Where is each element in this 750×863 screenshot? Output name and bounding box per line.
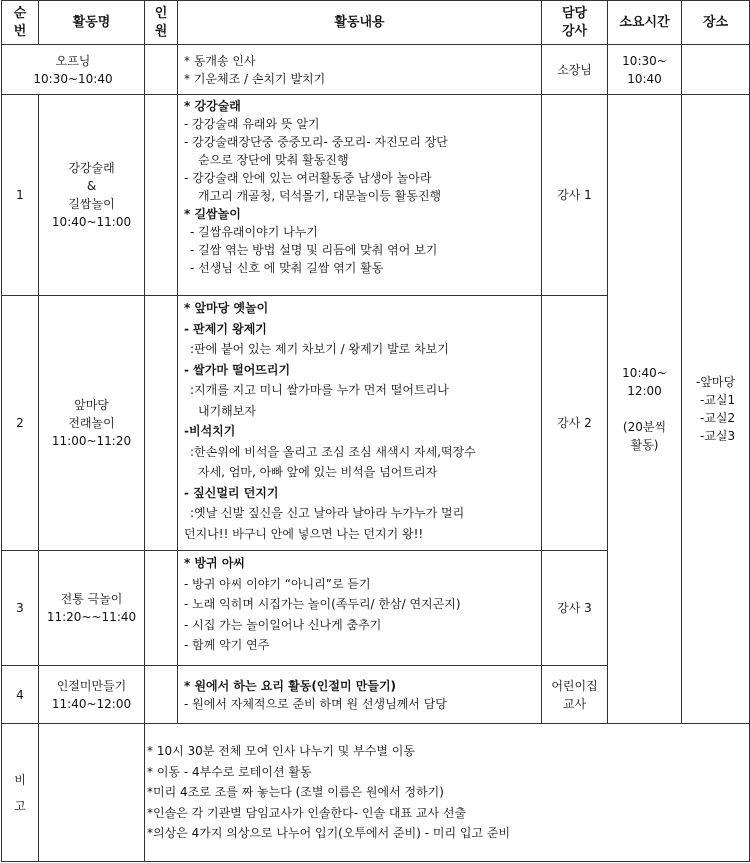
content-heading: * 길쌈놀이 <box>184 207 241 221</box>
activity-name-line: 11:40~12:00 <box>51 696 132 711</box>
content-line: 던지나!! 바구니 안에 넣으면 나는 던지기 왕!! <box>184 526 424 541</box>
content-heading: * 강강술래 <box>184 99 241 113</box>
content-line: 내기해보자 <box>198 403 256 418</box>
teacher-cell: 강사 1 <box>542 95 608 296</box>
opening-duration <box>608 45 682 95</box>
activity-name-line: 앞마당 <box>74 398 109 412</box>
remarks-label-line: 비 <box>14 772 26 787</box>
teacher-cell <box>542 666 608 724</box>
content-line: - 길쌈 엮는 방법 설명 및 리듬에 맞춰 엮어 보기 <box>190 243 438 257</box>
activity-name-line: 11:00~11:20 <box>51 434 132 448</box>
duration-line: 10:40~ <box>622 366 667 380</box>
content-line: - 강강술래 안에 있는 여러활동중 남생아 놀아라 <box>184 171 432 185</box>
activity-name-cell <box>39 551 145 666</box>
place-line: -교실1 <box>700 393 736 407</box>
activity-content <box>178 95 542 296</box>
people-cell <box>145 551 178 666</box>
content-line: - 시집 가는 놀이일어나 신나게 춤추기 <box>184 617 382 632</box>
activity-name-cell <box>39 666 145 724</box>
header-no-line: 번 <box>13 23 27 39</box>
duration-line: 10:30~ <box>622 53 667 68</box>
duration-line: 활동) <box>630 438 659 452</box>
duration-line: (20분씩 <box>622 420 667 434</box>
opening-place-cell <box>682 45 750 95</box>
activity-name-line: 10:40~11:00 <box>51 215 132 229</box>
remark-line: * 이동 - 4부수로 로테이션 활동 <box>147 764 312 779</box>
header-no <box>2 1 39 45</box>
content-line: 개고리 개골청, 덕석몰기, 대문놀이등 활동진행 <box>198 189 442 203</box>
content-line: - 길쌈유래이야기 나누기 <box>190 225 318 239</box>
content-line: - 강강술래장단중 중중모리- 중모리- 자진모리 장단 <box>184 135 448 149</box>
content-line: 자세, 엄마, 아빠 앞에 있는 비석을 넘어트리자 <box>198 465 438 479</box>
header-people-line: 인 <box>154 5 168 21</box>
duration-spacer <box>608 400 681 418</box>
content-line: :지개를 지고 미니 쌀가마를 누가 먼저 떨어트리나 <box>190 383 449 397</box>
header-teacher <box>542 1 608 45</box>
content-heading: - 쌀가마 떨어뜨리기 <box>184 362 291 377</box>
content-line: - 선생님 신호 에 맞춰 길쌈 엮기 활동 <box>190 261 384 275</box>
content-heading: - 짚신멀리 던지기 <box>184 485 279 500</box>
header-teacher-line: 담당 <box>561 5 588 21</box>
activity-name-line: 인절미만들기 <box>56 678 127 693</box>
activity-name-line: 전래놀이 <box>68 416 115 430</box>
activity-name-line: 길쌈놀이 <box>68 197 115 211</box>
teacher-line: 어린이집 <box>551 678 598 693</box>
header-activity-name: 활동명 <box>39 1 145 45</box>
content-line: - 원에서 자체적으로 준비 하며 원 선생님께서 담당 <box>184 696 447 711</box>
content-heading: - 판제기 왕제기 <box>184 321 267 336</box>
place-line: -앞마당 <box>696 375 736 389</box>
content-line: * 기운체조 / 손치기 발치기 <box>184 71 326 86</box>
row-number: 3 <box>2 551 39 666</box>
activity-row-1 <box>2 95 750 296</box>
activity-content <box>178 296 542 551</box>
teacher-cell: 강사 2 <box>542 296 608 551</box>
activity-content <box>178 551 542 666</box>
remarks-label-line: 고 <box>14 798 26 813</box>
remark-line: *의상은 4가지 의상으로 나누어 입기(오투에서 준비) - 미리 입고 준비 <box>147 826 511 841</box>
header-no-line: 순 <box>13 5 27 21</box>
row-number: 2 <box>2 296 39 551</box>
header-people-line: 원 <box>154 23 168 39</box>
duration-line: 12:00 <box>627 384 662 398</box>
opening-time-range: 10:30~10:40 <box>33 71 113 86</box>
opening-content <box>178 45 542 95</box>
remark-line: *인솔은 각 기관별 담임교사가 인솔한다- 인솔 대표 교사 선출 <box>147 805 467 820</box>
place-line: -교실2 <box>700 411 736 425</box>
remarks-content <box>145 724 750 862</box>
opening-name: 오프닝 <box>55 53 91 68</box>
content-heading: * 앞마당 옛놀이 <box>184 301 269 315</box>
people-cell <box>145 666 178 724</box>
content-line: * 동개송 인사 <box>184 53 256 68</box>
content-line: - 방귀 아씨 이야기 “아니리”로 듣기 <box>184 576 371 591</box>
teacher-cell: 강사 3 <box>542 551 608 666</box>
content-heading: * 원에서 하는 요리 활동(인절미 만들기) <box>184 678 397 693</box>
remark-line: *미리 4조로 조를 짜 놓는다 (조별 이름은 원에서 정하기) <box>147 785 444 800</box>
activity-name-line: & <box>86 179 97 193</box>
header-teacher-line: 강사 <box>561 23 588 39</box>
duration-line: 10:40 <box>627 71 662 86</box>
content-line: :옛날 신발 짚신을 신고 날아라 날아라 누가누가 멀리 <box>190 506 465 520</box>
header-place: 장소 <box>682 1 750 45</box>
activity-name-line: 11:20~~11:40 <box>46 610 137 624</box>
opening-teacher: 소장님 <box>542 45 608 95</box>
content-heading: * 방귀 아씨 <box>184 556 245 570</box>
content-line: :판에 붙어 있는 제기 차보기 / 왕제기 발로 차보기 <box>190 342 449 356</box>
people-cell <box>145 296 178 551</box>
content-line: - 함께 악기 연주 <box>184 638 270 652</box>
activity-name-line: 강강술래 <box>68 161 115 175</box>
content-line: 순으로 장단에 맞춰 활동진행 <box>198 153 349 167</box>
header-content: 활동내용 <box>178 1 542 45</box>
remarks-label <box>2 724 39 862</box>
opening-row <box>2 45 750 95</box>
place-main <box>682 95 750 724</box>
activity-name-line: 전통 극놀이 <box>60 592 123 606</box>
content-line: - 강강술래 유래와 뜻 알기 <box>184 117 320 131</box>
content-line: - 노래 익히며 시집가는 놀이(족두리/ 한삼/ 연지곤지) <box>184 597 461 611</box>
teacher-line: 교사 <box>562 696 587 711</box>
opening-people-cell <box>145 45 178 95</box>
activity-name-cell <box>39 95 145 296</box>
header-row <box>2 1 750 45</box>
place-line: -교실3 <box>700 429 736 443</box>
activity-content <box>178 666 542 724</box>
content-line: :한손위에 비석을 올리고 조심 조심 새색시 자세,떡장수 <box>190 444 476 459</box>
header-people <box>145 1 178 45</box>
people-cell <box>145 95 178 296</box>
remark-line: * 10시 30분 전체 모여 인사 나누기 및 부수별 이동 <box>147 744 415 759</box>
remarks-row <box>2 724 750 862</box>
opening-name-cell <box>2 45 145 95</box>
content-heading: -비석치기 <box>184 424 236 438</box>
remarks-empty-cell <box>39 724 145 862</box>
duration-main <box>608 95 682 724</box>
header-time: 소요시간 <box>608 1 682 45</box>
schedule-table <box>1 0 750 862</box>
row-number: 4 <box>2 666 39 724</box>
activity-name-cell <box>39 296 145 551</box>
row-number: 1 <box>2 95 39 296</box>
